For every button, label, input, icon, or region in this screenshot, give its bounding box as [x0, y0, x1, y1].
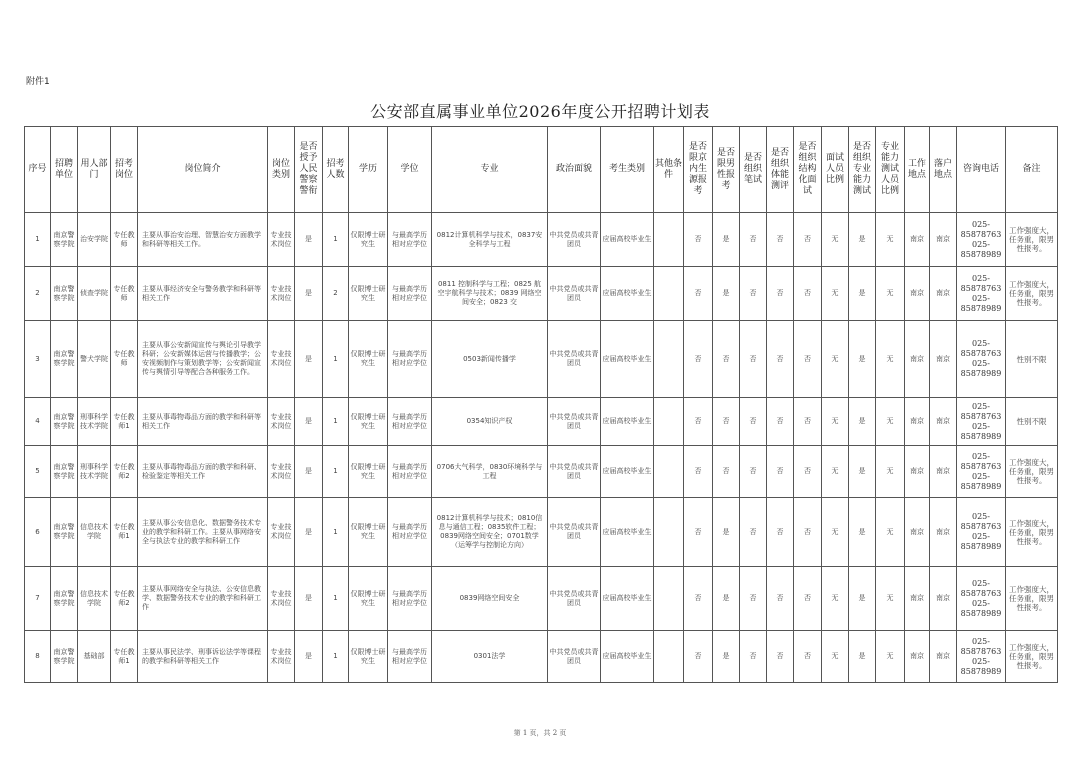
row-number-cell: 8 — [25, 631, 51, 683]
hukou-location-cell: 南京 — [930, 321, 957, 398]
row-number-cell: 6 — [25, 498, 51, 567]
header-cell: 学历 — [349, 127, 388, 213]
post-cell: 专任教师 — [111, 267, 138, 321]
written-exam-cell: 否 — [740, 567, 767, 631]
interview-ratio-cell: 无 — [822, 498, 849, 567]
male-only-cell: 是 — [713, 631, 740, 683]
politics-cell: 中共党员或共青团员 — [548, 267, 601, 321]
header-row — [25, 127, 1058, 213]
candidate-type-cell: 应届高校毕业生 — [601, 398, 654, 446]
category-cell: 专业技术岗位 — [268, 631, 295, 683]
male-only-cell: 是 — [713, 567, 740, 631]
male-only-cell: 否 — [713, 446, 740, 498]
skill-test-cell: 是 — [849, 567, 876, 631]
male-only-cell: 否 — [713, 398, 740, 446]
category-cell: 专业技术岗位 — [268, 213, 295, 267]
politics-cell: 中共党员或共青团员 — [548, 498, 601, 567]
police-rank-cell: 是 — [295, 498, 323, 567]
page-number: 第 1 页，共 2 页 — [513, 729, 567, 737]
header-cell: 咨询电话 — [957, 127, 1006, 213]
post-intro-cell: 主要从事民法学、刑事诉讼法学等课程的教学和科研等相关工作 — [138, 631, 268, 683]
table-row — [25, 213, 1058, 267]
hukou-location-cell: 南京 — [930, 267, 957, 321]
note-cell: 工作强度大，任务重，限男性报考。 — [1006, 446, 1058, 498]
candidate-type-cell: 应届高校毕业生 — [601, 321, 654, 398]
politics-cell: 中共党员或共青团员 — [548, 446, 601, 498]
header-cell: 工作地点 — [905, 127, 930, 213]
headcount-cell: 1 — [323, 498, 349, 567]
header-cell: 是否限京内生源报考 — [684, 127, 713, 213]
interview-ratio-cell: 无 — [822, 631, 849, 683]
note-cell: 工作强度大，任务重，限男性报考。 — [1006, 267, 1058, 321]
fitness-test-cell: 否 — [767, 498, 794, 567]
candidate-type-cell: 应届高校毕业生 — [601, 567, 654, 631]
phone-cell: 025-85878763 025-85878989 — [957, 567, 1006, 631]
fitness-test-cell: 否 — [767, 267, 794, 321]
structured-interview-cell: 否 — [794, 567, 822, 631]
post-cell: 专任教师2 — [111, 567, 138, 631]
local-source-cell: 否 — [684, 321, 713, 398]
post-intro-cell: 主要从事网络安全与执法、公安信息教学、数据警务技术专业的教学和科研工作 — [138, 567, 268, 631]
candidate-type-cell: 应届高校毕业生 — [601, 498, 654, 567]
degree-cell: 与最高学历相对应学位 — [388, 213, 432, 267]
interview-ratio-cell: 无 — [822, 446, 849, 498]
police-rank-cell: 是 — [295, 267, 323, 321]
politics-cell: 中共党员或共青团员 — [548, 321, 601, 398]
fitness-test-cell: 否 — [767, 321, 794, 398]
interview-ratio-cell: 无 — [822, 567, 849, 631]
category-cell: 专业技术岗位 — [268, 267, 295, 321]
candidate-type-cell: 应届高校毕业生 — [601, 446, 654, 498]
post-cell: 专任教师 — [111, 321, 138, 398]
headcount-cell: 1 — [323, 631, 349, 683]
major-cell: 0812计算机科学与技术；0810信息与通信工程；0835软件工程；0839网络空间安全；0701数学（运筹学与控制论方向） — [432, 498, 548, 567]
candidate-type-cell: 应届高校毕业生 — [601, 213, 654, 267]
hukou-location-cell: 南京 — [930, 498, 957, 567]
header-cell: 是否组织体能测评 — [767, 127, 794, 213]
table-row — [25, 321, 1058, 398]
written-exam-cell: 否 — [740, 398, 767, 446]
degree-cell: 与最高学历相对应学位 — [388, 321, 432, 398]
category-cell: 专业技术岗位 — [268, 398, 295, 446]
department-cell: 刑事科学技术学院 — [78, 398, 111, 446]
post-intro-cell: 主要从事公安信息化、数据警务技术专业的教学和科研工作。主要从事网络安全与执法专业的教学和科研工作 — [138, 498, 268, 567]
education-cell: 仅限博士研究生 — [349, 213, 388, 267]
local-source-cell: 否 — [684, 631, 713, 683]
headcount-cell: 1 — [323, 446, 349, 498]
row-number-cell: 4 — [25, 398, 51, 446]
row-number-cell: 2 — [25, 267, 51, 321]
header-cell: 其他条件 — [654, 127, 684, 213]
degree-cell: 与最高学历相对应学位 — [388, 398, 432, 446]
header-cell: 学位 — [388, 127, 432, 213]
other-conditions-cell — [654, 213, 684, 267]
unit-cell: 南京警察学院 — [51, 567, 78, 631]
male-only-cell: 是 — [713, 213, 740, 267]
hukou-location-cell: 南京 — [930, 567, 957, 631]
category-cell: 专业技术岗位 — [268, 446, 295, 498]
unit-cell: 南京警察学院 — [51, 446, 78, 498]
written-exam-cell: 否 — [740, 267, 767, 321]
work-location-cell: 南京 — [905, 631, 930, 683]
header-cell: 是否限男性报考 — [713, 127, 740, 213]
skill-test-cell: 是 — [849, 267, 876, 321]
table-row — [25, 398, 1058, 446]
interview-ratio-cell: 无 — [822, 398, 849, 446]
skill-test-ratio-cell: 无 — [876, 498, 905, 567]
post-intro-cell: 主要从事经济安全与警务教学和科研等相关工作 — [138, 267, 268, 321]
education-cell: 仅限博士研究生 — [349, 267, 388, 321]
category-cell: 专业技术岗位 — [268, 567, 295, 631]
department-cell: 基础部 — [78, 631, 111, 683]
local-source-cell: 否 — [684, 398, 713, 446]
major-cell: 0301法学 — [432, 631, 548, 683]
note-cell: 工作强度大，任务重，限男性报考。 — [1006, 498, 1058, 567]
header-cell: 岗位类别 — [268, 127, 295, 213]
post-cell: 专任教师 — [111, 213, 138, 267]
note-cell: 工作强度大，任务重，限男性报考。 — [1006, 567, 1058, 631]
other-conditions-cell — [654, 398, 684, 446]
male-only-cell: 否 — [713, 321, 740, 398]
phone-cell: 025-85878763 025-85878989 — [957, 631, 1006, 683]
written-exam-cell: 否 — [740, 498, 767, 567]
degree-cell: 与最高学历相对应学位 — [388, 267, 432, 321]
unit-cell: 南京警察学院 — [51, 498, 78, 567]
fitness-test-cell: 否 — [767, 631, 794, 683]
table-row — [25, 567, 1058, 631]
headcount-cell: 1 — [323, 398, 349, 446]
interview-ratio-cell: 无 — [822, 213, 849, 267]
post-intro-cell: 主要从事公安新闻宣传与舆论引导教学科研；公安新媒体运营与传播教学；公安视频制作与策划教学等；公安新闻宣传与舆情引导等配合各种服务工作。 — [138, 321, 268, 398]
post-cell: 专任教师1 — [111, 398, 138, 446]
note-cell: 工作强度大，任务重，限男性报考。 — [1006, 213, 1058, 267]
unit-cell: 南京警察学院 — [51, 321, 78, 398]
major-cell: 0354知识产权 — [432, 398, 548, 446]
structured-interview-cell: 否 — [794, 267, 822, 321]
education-cell: 仅限博士研究生 — [349, 398, 388, 446]
hukou-location-cell: 南京 — [930, 446, 957, 498]
written-exam-cell: 否 — [740, 446, 767, 498]
local-source-cell: 否 — [684, 567, 713, 631]
fitness-test-cell: 否 — [767, 398, 794, 446]
hukou-location-cell: 南京 — [930, 213, 957, 267]
major-cell: 0503新闻传播学 — [432, 321, 548, 398]
unit-cell: 南京警察学院 — [51, 267, 78, 321]
education-cell: 仅限博士研究生 — [349, 498, 388, 567]
degree-cell: 与最高学历相对应学位 — [388, 446, 432, 498]
phone-cell: 025-85878763 025-85878989 — [957, 267, 1006, 321]
police-rank-cell: 是 — [295, 213, 323, 267]
interview-ratio-cell: 无 — [822, 267, 849, 321]
skill-test-cell: 是 — [849, 498, 876, 567]
work-location-cell: 南京 — [905, 321, 930, 398]
category-cell: 专业技术岗位 — [268, 498, 295, 567]
header-cell: 面试人员比例 — [822, 127, 849, 213]
phone-cell: 025-85878763 025-85878989 — [957, 446, 1006, 498]
major-cell: 0839网络空间安全 — [432, 567, 548, 631]
post-cell: 专任教师2 — [111, 446, 138, 498]
post-intro-cell: 主要从事毒物毒品方面的教学和科研、检验鉴定等相关工作 — [138, 446, 268, 498]
fitness-test-cell: 否 — [767, 446, 794, 498]
row-number-cell: 7 — [25, 567, 51, 631]
skill-test-cell: 是 — [849, 446, 876, 498]
headcount-cell: 1 — [323, 567, 349, 631]
politics-cell: 中共党员或共青团员 — [548, 398, 601, 446]
fitness-test-cell: 否 — [767, 213, 794, 267]
local-source-cell: 否 — [684, 498, 713, 567]
politics-cell: 中共党员或共青团员 — [548, 631, 601, 683]
structured-interview-cell: 否 — [794, 398, 822, 446]
header-cell: 考生类别 — [601, 127, 654, 213]
structured-interview-cell: 否 — [794, 631, 822, 683]
phone-cell: 025-85878763 025-85878989 — [957, 213, 1006, 267]
police-rank-cell: 是 — [295, 567, 323, 631]
skill-test-cell: 是 — [849, 321, 876, 398]
skill-test-cell: 是 — [849, 398, 876, 446]
unit-cell: 南京警察学院 — [51, 631, 78, 683]
department-cell: 信息技术学院 — [78, 498, 111, 567]
education-cell: 仅限博士研究生 — [349, 446, 388, 498]
education-cell: 仅限博士研究生 — [349, 631, 388, 683]
local-source-cell: 否 — [684, 446, 713, 498]
department-cell: 警犬学院 — [78, 321, 111, 398]
work-location-cell: 南京 — [905, 267, 930, 321]
male-only-cell: 是 — [713, 267, 740, 321]
recruitment-plan-table — [24, 126, 1058, 683]
row-number-cell: 3 — [25, 321, 51, 398]
fitness-test-cell: 否 — [767, 567, 794, 631]
skill-test-ratio-cell: 无 — [876, 631, 905, 683]
major-cell: 0812计算机科学与技术，0837安全科学与工程 — [432, 213, 548, 267]
interview-ratio-cell: 无 — [822, 321, 849, 398]
police-rank-cell: 是 — [295, 321, 323, 398]
row-number-cell: 5 — [25, 446, 51, 498]
other-conditions-cell — [654, 498, 684, 567]
department-cell: 治安学院 — [78, 213, 111, 267]
education-cell: 仅限博士研究生 — [349, 321, 388, 398]
header-cell: 是否组织专业能力测试 — [849, 127, 876, 213]
skill-test-ratio-cell: 无 — [876, 446, 905, 498]
work-location-cell: 南京 — [905, 398, 930, 446]
candidate-type-cell: 应届高校毕业生 — [601, 267, 654, 321]
headcount-cell: 2 — [323, 267, 349, 321]
header-cell: 序号 — [25, 127, 51, 213]
note-cell: 工作强度大，任务重，限男性报考。 — [1006, 631, 1058, 683]
work-location-cell: 南京 — [905, 498, 930, 567]
department-cell: 刑事科学技术学院 — [78, 446, 111, 498]
header-cell: 专业能力测试人员比例 — [876, 127, 905, 213]
hukou-location-cell: 南京 — [930, 631, 957, 683]
document-title: 公安部直属事业单位2026年度公开招聘计划表 — [370, 102, 710, 121]
header-cell: 是否授予人民警察警衔 — [295, 127, 323, 213]
unit-cell: 南京警察学院 — [51, 213, 78, 267]
written-exam-cell: 否 — [740, 213, 767, 267]
header-cell: 是否组织笔试 — [740, 127, 767, 213]
post-cell: 专任教师1 — [111, 631, 138, 683]
table-row — [25, 446, 1058, 498]
work-location-cell: 南京 — [905, 567, 930, 631]
written-exam-cell: 否 — [740, 321, 767, 398]
local-source-cell: 否 — [684, 267, 713, 321]
education-cell: 仅限博士研究生 — [349, 567, 388, 631]
politics-cell: 中共党员或共青团员 — [548, 567, 601, 631]
other-conditions-cell — [654, 567, 684, 631]
row-number-cell: 1 — [25, 213, 51, 267]
post-intro-cell: 主要从事治安治理、智慧治安方面教学和科研等相关工作。 — [138, 213, 268, 267]
table-row — [25, 631, 1058, 683]
headcount-cell: 1 — [323, 321, 349, 398]
skill-test-ratio-cell: 无 — [876, 567, 905, 631]
phone-cell: 025-85878763 025-85878989 — [957, 398, 1006, 446]
department-cell: 侦查学院 — [78, 267, 111, 321]
header-cell: 专业 — [432, 127, 548, 213]
male-only-cell: 是 — [713, 498, 740, 567]
structured-interview-cell: 否 — [794, 446, 822, 498]
header-cell: 备注 — [1006, 127, 1058, 213]
candidate-type-cell: 应届高校毕业生 — [601, 631, 654, 683]
other-conditions-cell — [654, 321, 684, 398]
table-body — [25, 213, 1058, 683]
header-cell: 岗位简介 — [138, 127, 268, 213]
skill-test-ratio-cell: 无 — [876, 321, 905, 398]
skill-test-ratio-cell: 无 — [876, 267, 905, 321]
major-cell: 0811 控制科学与工程；0825 航空宇航科学与技术；0839 网络空间安全；0823 交 — [432, 267, 548, 321]
politics-cell: 中共党员或共青团员 — [548, 213, 601, 267]
skill-test-ratio-cell: 无 — [876, 213, 905, 267]
header-cell: 落户地点 — [930, 127, 957, 213]
department-cell: 信息技术学院 — [78, 567, 111, 631]
other-conditions-cell — [654, 631, 684, 683]
header-cell: 招考人数 — [323, 127, 349, 213]
skill-test-cell: 是 — [849, 213, 876, 267]
degree-cell: 与最高学历相对应学位 — [388, 498, 432, 567]
degree-cell: 与最高学历相对应学位 — [388, 631, 432, 683]
table-row — [25, 498, 1058, 567]
local-source-cell: 否 — [684, 213, 713, 267]
note-cell: 性别不限 — [1006, 398, 1058, 446]
category-cell: 专业技术岗位 — [268, 321, 295, 398]
post-intro-cell: 主要从事毒物毒品方面的教学和科研等相关工作 — [138, 398, 268, 446]
structured-interview-cell: 否 — [794, 321, 822, 398]
header-cell: 用人部门 — [78, 127, 111, 213]
police-rank-cell: 是 — [295, 446, 323, 498]
skill-test-cell: 是 — [849, 631, 876, 683]
header-cell: 是否组织结构化面试 — [794, 127, 822, 213]
phone-cell: 025-85878763 025-85878989 — [957, 498, 1006, 567]
work-location-cell: 南京 — [905, 446, 930, 498]
note-cell: 性别不限 — [1006, 321, 1058, 398]
table-row — [25, 267, 1058, 321]
other-conditions-cell — [654, 267, 684, 321]
phone-cell: 025-85878763 025-85878989 — [957, 321, 1006, 398]
header-cell: 招考岗位 — [111, 127, 138, 213]
work-location-cell: 南京 — [905, 213, 930, 267]
unit-cell: 南京警察学院 — [51, 398, 78, 446]
police-rank-cell: 是 — [295, 631, 323, 683]
header-cell: 招聘单位 — [51, 127, 78, 213]
headcount-cell: 1 — [323, 213, 349, 267]
structured-interview-cell: 否 — [794, 213, 822, 267]
header-cell: 政治面貌 — [548, 127, 601, 213]
attachment-label: 附件1 — [26, 77, 50, 87]
skill-test-ratio-cell: 无 — [876, 398, 905, 446]
major-cell: 0706大气科学，0830环境科学与工程 — [432, 446, 548, 498]
police-rank-cell: 是 — [295, 398, 323, 446]
structured-interview-cell: 否 — [794, 498, 822, 567]
other-conditions-cell — [654, 446, 684, 498]
hukou-location-cell: 南京 — [930, 398, 957, 446]
written-exam-cell: 否 — [740, 631, 767, 683]
degree-cell: 与最高学历相对应学位 — [388, 567, 432, 631]
post-cell: 专任教师1 — [111, 498, 138, 567]
